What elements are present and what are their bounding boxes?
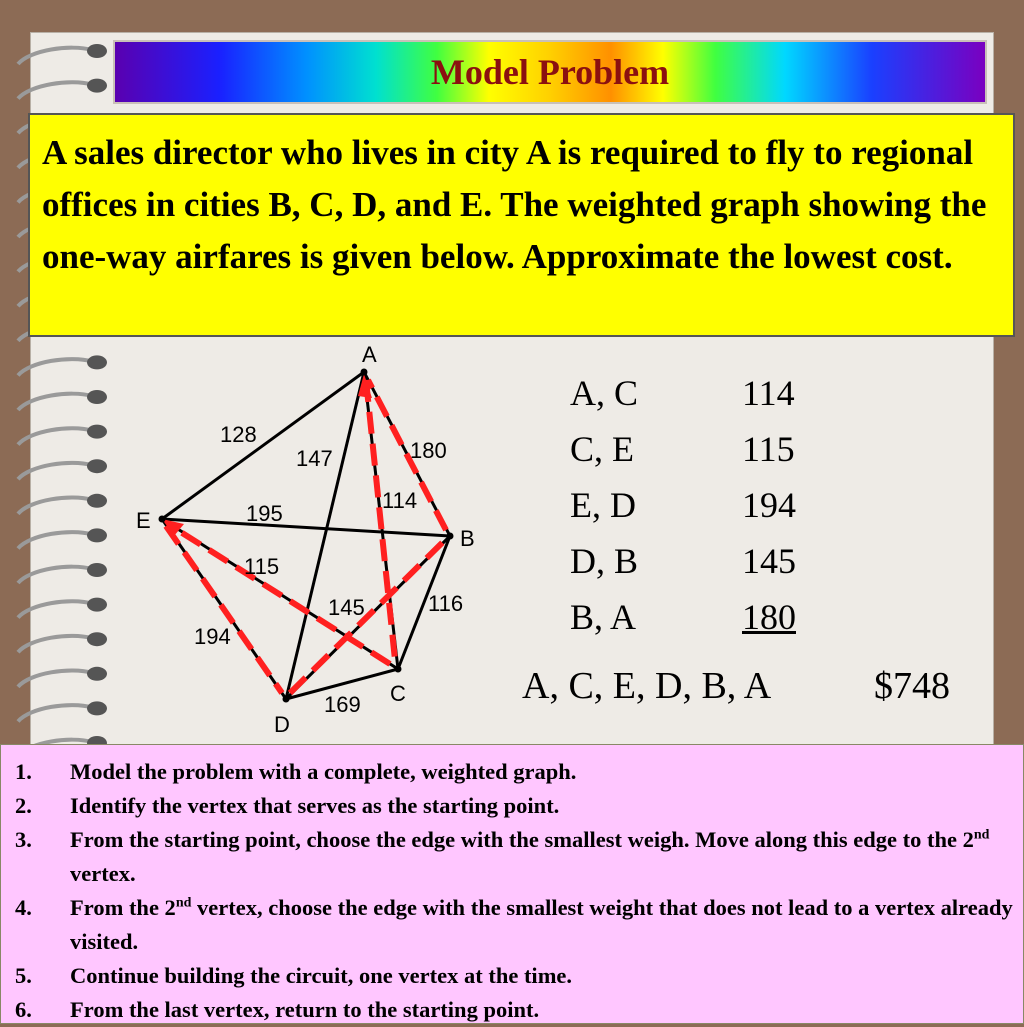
step-number: 1. <box>15 759 32 784</box>
weight-label-a-e: 128 <box>220 422 257 447</box>
table-cost: 115 <box>742 429 795 469</box>
table-row <box>570 596 870 652</box>
table-row <box>570 428 870 484</box>
weight-label-d-c: 169 <box>324 692 361 717</box>
binding-hole <box>87 563 107 577</box>
total-cost: $748 <box>874 665 950 707</box>
table-cost: 114 <box>742 373 795 413</box>
step-text: From the starting point, choose the edge with the smallest weigh. Move along this edge to the 2 <box>70 827 974 852</box>
vertex-a-dot <box>361 369 368 376</box>
spiral-coil <box>18 359 92 375</box>
weighted-graph <box>120 338 500 740</box>
table-cost: 194 <box>742 485 796 525</box>
spiral-coil <box>18 428 92 444</box>
title-banner <box>113 40 987 104</box>
table-edge: C, E <box>570 429 635 469</box>
list-item <box>1 789 1023 823</box>
step-text: Continue building the circuit, one vertex at the time. <box>70 963 573 988</box>
step-number: 2. <box>15 793 32 818</box>
binding-hole <box>87 355 107 369</box>
spiral-coil <box>18 497 92 513</box>
spiral-coil <box>18 636 92 652</box>
weight-label-d-b: 145 <box>328 595 365 620</box>
list-item <box>1 959 1023 993</box>
spiral-coil <box>18 601 92 617</box>
table-row <box>570 372 870 428</box>
spiral-coil <box>18 82 92 98</box>
step-text: vertex, choose the edge with the smallest weight that does not lead to a vertex already visited. <box>70 895 1013 954</box>
table-edge: B, A <box>570 597 637 637</box>
problem-statement: A sales director who lives in city A is required to fly to regional offices in cities B, C, D, and E. The weighted graph showing the one-way airfares is given below. Approximate the lowest cost. <box>28 113 1015 337</box>
weight-label-a-b: 180 <box>410 438 447 463</box>
step-number: 6. <box>15 997 32 1022</box>
step-number: 5. <box>15 963 32 988</box>
spiral-coil <box>18 463 92 479</box>
list-item <box>1 891 1023 959</box>
vertex-label-e: E <box>136 508 151 533</box>
binding-hole <box>87 44 107 58</box>
step-number: 4. <box>15 895 32 920</box>
spiral-coil <box>18 670 92 686</box>
weight-label-b-c: 116 <box>428 591 464 616</box>
table-edge: D, B <box>570 541 639 581</box>
step-text: From the 2 <box>70 895 176 920</box>
binding-hole <box>87 667 107 681</box>
spiral-coil <box>18 532 92 548</box>
list-item <box>1 993 1023 1027</box>
binding-hole <box>87 459 107 473</box>
binding-hole <box>87 528 107 542</box>
step-number: 3. <box>15 827 32 852</box>
table-cost: 180 <box>742 597 796 637</box>
table-edge: E, D <box>570 485 636 525</box>
weight-label-a-d: 147 <box>296 446 333 471</box>
step-text: Identify the vertex that serves as the starting point. <box>70 793 560 818</box>
vertex-d-dot <box>283 696 290 703</box>
spiral-coil <box>18 567 92 583</box>
table-row <box>570 540 870 596</box>
edge-e-b <box>162 519 450 536</box>
binding-hole <box>87 79 107 93</box>
spiral-coil <box>18 705 92 721</box>
binding-hole <box>87 598 107 612</box>
weight-label-e-d: 194 <box>194 624 231 649</box>
step-text: From the last vertex, return to the starting point. <box>70 997 540 1022</box>
list-item <box>1 823 1023 891</box>
list-item <box>1 755 1023 789</box>
weight-label-e-c: 115 <box>244 554 280 579</box>
circuit-steps-table <box>570 372 870 652</box>
page-title: Model Problem <box>430 52 670 92</box>
vertex-e-dot <box>159 516 166 523</box>
binding-hole <box>87 425 107 439</box>
binding-hole <box>87 632 107 646</box>
binding-hole <box>87 390 107 404</box>
vertex-b-dot <box>447 533 454 540</box>
algorithm-steps <box>0 744 1024 1024</box>
step-superscript: nd <box>973 827 990 843</box>
step-text: Model the problem with a complete, weighted graph. <box>70 759 577 784</box>
vertex-label-b: B <box>460 526 475 551</box>
weight-label-a-c: 114 <box>382 488 418 513</box>
table-cost: 145 <box>742 541 796 581</box>
table-edge: A, C <box>570 373 639 413</box>
step-text: vertex. <box>70 861 136 886</box>
circuit-path: A, C, E, D, B, A <box>522 665 772 707</box>
binding-hole <box>87 701 107 715</box>
table-row <box>570 484 870 540</box>
step-superscript: nd <box>175 895 192 911</box>
vertex-label-c: C <box>390 681 406 706</box>
vertex-label-d: D <box>274 712 290 737</box>
vertex-c-dot <box>395 666 402 673</box>
binding-hole <box>87 494 107 508</box>
spiral-coil <box>18 394 92 410</box>
weight-label-e-b: 195 <box>246 501 283 526</box>
vertex-label-a: A <box>362 342 377 367</box>
spiral-coil <box>18 48 92 64</box>
